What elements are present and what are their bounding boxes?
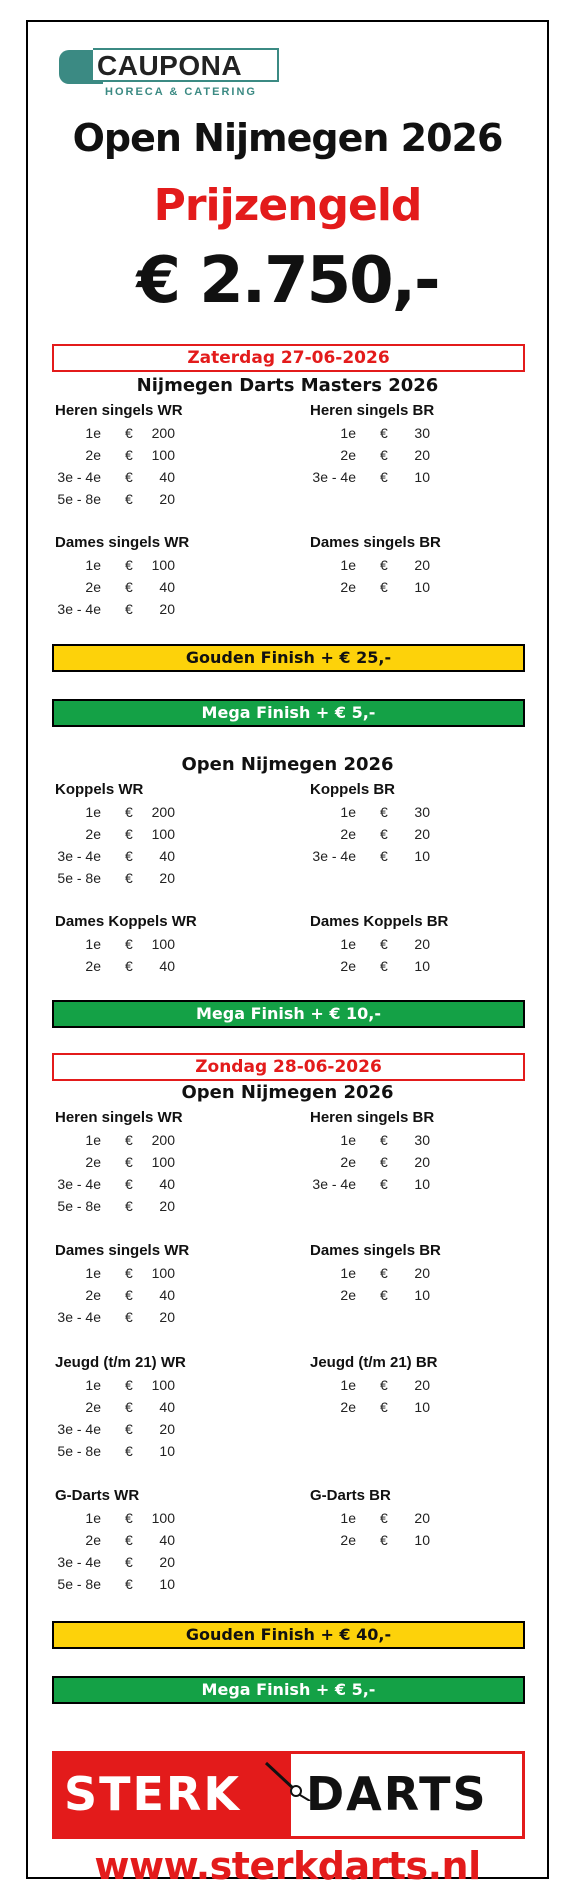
prize-row	[55, 422, 275, 444]
prize-row	[310, 1529, 530, 1551]
mega-finish-banner: Mega Finish + € 5,-	[52, 699, 525, 727]
prize-row	[55, 1306, 275, 1328]
place-label: 2e	[85, 447, 101, 463]
euro-sign: €	[125, 1309, 133, 1325]
place-label: 3e - 4e	[57, 848, 101, 864]
euro-sign: €	[125, 579, 133, 595]
category-title: Koppels WR	[55, 781, 144, 798]
prize-row	[55, 466, 275, 488]
prize-amount: 40	[159, 958, 175, 974]
euro-sign: €	[380, 1265, 388, 1281]
prize-row	[310, 422, 530, 444]
prize-amount: 200	[151, 425, 175, 441]
darts-text: DARTS	[306, 1767, 488, 1821]
euro-sign: €	[380, 447, 388, 463]
prize-amount: 30	[414, 804, 430, 820]
place-label: 1e	[85, 1377, 101, 1393]
prize-amount: 100	[151, 447, 175, 463]
place-label: 1e	[340, 936, 356, 952]
euro-sign: €	[380, 1176, 388, 1192]
prize-row	[310, 444, 530, 466]
category-title: Jeugd (t/m 21) WR	[55, 1354, 186, 1371]
prize-row	[55, 1129, 275, 1151]
euro-sign: €	[125, 447, 133, 463]
place-label: 1e	[85, 1132, 101, 1148]
euro-sign: €	[380, 1510, 388, 1526]
prize-amount: 20	[159, 1421, 175, 1437]
prize-amount: 20	[414, 447, 430, 463]
category-title: Heren singels BR	[310, 1109, 435, 1126]
euro-sign: €	[380, 579, 388, 595]
prize-block	[55, 532, 275, 620]
place-label: 5e - 8e	[57, 870, 101, 886]
euro-sign: €	[125, 848, 133, 864]
euro-sign: €	[125, 1132, 133, 1148]
prize-row	[55, 1396, 275, 1418]
prize-row	[55, 444, 275, 466]
prize-row	[55, 845, 275, 867]
place-label: 3e - 4e	[57, 1309, 101, 1325]
prize-amount: 100	[151, 1154, 175, 1170]
prize-amount: 20	[414, 1154, 430, 1170]
total-prize: € 2.750,-	[136, 244, 439, 318]
prize-row	[55, 1551, 275, 1573]
place-label: 1e	[85, 1265, 101, 1281]
prize-row	[55, 955, 275, 977]
euro-sign: €	[125, 425, 133, 441]
place-label: 1e	[340, 804, 356, 820]
prize-amount: 100	[151, 557, 175, 573]
euro-sign: €	[380, 1132, 388, 1148]
prize-row	[55, 1374, 275, 1396]
prize-row	[310, 1129, 530, 1151]
euro-sign: €	[125, 1154, 133, 1170]
euro-sign: €	[125, 469, 133, 485]
prize-amount: 10	[414, 469, 430, 485]
prize-amount: 20	[414, 1265, 430, 1281]
prize-block	[55, 1352, 275, 1462]
prize-block	[310, 1240, 530, 1306]
prize-row	[55, 598, 275, 620]
place-label: 2e	[85, 1399, 101, 1415]
prize-block	[55, 911, 275, 977]
euro-sign: €	[125, 1265, 133, 1281]
prize-row	[55, 1440, 275, 1462]
prize-row	[55, 1418, 275, 1440]
prize-row	[55, 1529, 275, 1551]
euro-sign: €	[125, 826, 133, 842]
day-banner-saturday: Zaterdag 27-06-2026	[52, 344, 525, 372]
prize-amount: 10	[414, 1287, 430, 1303]
place-label: 1e	[340, 425, 356, 441]
prize-row	[310, 466, 530, 488]
prize-amount: 10	[414, 1399, 430, 1415]
place-label: 5e - 8e	[57, 1443, 101, 1459]
prize-row	[310, 1396, 530, 1418]
prize-amount: 40	[159, 1399, 175, 1415]
place-label: 3e - 4e	[312, 469, 356, 485]
euro-sign: €	[380, 826, 388, 842]
prize-amount: 10	[414, 1176, 430, 1192]
prize-row	[310, 955, 530, 977]
euro-sign: €	[125, 557, 133, 573]
prize-amount: 20	[414, 936, 430, 952]
prize-amount: 10	[159, 1443, 175, 1459]
place-label: 1e	[340, 1377, 356, 1393]
place-label: 2e	[85, 1154, 101, 1170]
prize-row	[55, 867, 275, 889]
place-label: 2e	[340, 447, 356, 463]
prize-amount: 10	[414, 848, 430, 864]
sterkdarts-logo	[52, 1751, 525, 1839]
prize-heading: Prijzengeld	[153, 180, 422, 231]
prize-row	[310, 1374, 530, 1396]
category-title: Dames singels BR	[310, 1242, 441, 1259]
category-title: G-Darts WR	[55, 1487, 140, 1504]
place-label: 2e	[340, 1532, 356, 1548]
prize-row	[55, 1507, 275, 1529]
prize-amount: 20	[414, 1510, 430, 1526]
prize-row	[310, 576, 530, 598]
prize-amount: 10	[159, 1576, 175, 1592]
flyer	[26, 20, 549, 1888]
prize-amount: 100	[151, 1265, 175, 1281]
euro-sign: €	[380, 1287, 388, 1303]
place-label: 1e	[340, 1132, 356, 1148]
place-label: 1e	[85, 557, 101, 573]
place-label: 1e	[85, 1510, 101, 1526]
prize-amount: 20	[159, 870, 175, 886]
prize-row	[55, 1284, 275, 1306]
euro-sign: €	[125, 1287, 133, 1303]
prize-amount: 10	[414, 579, 430, 595]
euro-sign: €	[125, 1554, 133, 1570]
dart-icon	[264, 1761, 324, 1801]
place-label: 3e - 4e	[57, 1176, 101, 1192]
euro-sign: €	[380, 1399, 388, 1415]
euro-sign: €	[125, 1176, 133, 1192]
prize-amount: 40	[159, 469, 175, 485]
prize-block	[55, 400, 275, 510]
place-label: 2e	[340, 1287, 356, 1303]
euro-sign: €	[125, 958, 133, 974]
prize-row	[310, 933, 530, 955]
prize-row	[310, 801, 530, 823]
place-label: 1e	[340, 1265, 356, 1281]
prize-amount: 200	[151, 1132, 175, 1148]
prize-block	[55, 779, 275, 889]
prize-amount: 100	[151, 936, 175, 952]
place-label: 5e - 8e	[57, 1198, 101, 1214]
place-label: 2e	[85, 1287, 101, 1303]
caupona-logo	[59, 50, 279, 102]
mega-finish-banner: Mega Finish + € 5,-	[52, 1676, 525, 1704]
prize-amount: 40	[159, 1287, 175, 1303]
prize-amount: 20	[159, 601, 175, 617]
place-label: 2e	[85, 826, 101, 842]
category-title: G-Darts BR	[310, 1487, 391, 1504]
euro-sign: €	[380, 1532, 388, 1548]
prize-row	[55, 933, 275, 955]
category-title: Dames Koppels WR	[55, 913, 197, 930]
prize-block	[310, 532, 530, 598]
place-label: 2e	[85, 579, 101, 595]
euro-sign: €	[380, 958, 388, 974]
section-title-masters: Nijmegen Darts Masters 2026	[136, 375, 439, 396]
prize-amount: 20	[414, 557, 430, 573]
prize-row	[55, 488, 275, 510]
logo-name: CAUPONA	[93, 48, 279, 82]
place-label: 2e	[340, 826, 356, 842]
place-label: 5e - 8e	[57, 491, 101, 507]
prize-block	[310, 1352, 530, 1418]
prize-row	[55, 1173, 275, 1195]
euro-sign: €	[125, 936, 133, 952]
euro-sign: €	[380, 425, 388, 441]
prize-block	[55, 1485, 275, 1595]
euro-sign: €	[125, 1198, 133, 1214]
place-label: 3e - 4e	[57, 469, 101, 485]
euro-sign: €	[125, 601, 133, 617]
sterk-text: STERK	[64, 1767, 241, 1821]
prize-amount: 200	[151, 804, 175, 820]
place-label: 3e - 4e	[57, 1554, 101, 1570]
prize-row	[310, 1507, 530, 1529]
place-label: 5e - 8e	[57, 1576, 101, 1592]
place-label: 1e	[85, 804, 101, 820]
prize-row	[55, 1573, 275, 1595]
prize-amount: 100	[151, 1510, 175, 1526]
category-title: Heren singels BR	[310, 402, 435, 419]
prize-row	[55, 1262, 275, 1284]
category-title: Heren singels WR	[55, 402, 183, 419]
sponsor-url: www.sterkdarts.nl	[94, 1844, 481, 1888]
place-label: 3e - 4e	[57, 601, 101, 617]
place-label: 2e	[340, 1399, 356, 1415]
category-title: Dames singels BR	[310, 534, 441, 551]
prize-amount: 10	[414, 1532, 430, 1548]
place-label: 2e	[340, 958, 356, 974]
prize-row	[310, 1151, 530, 1173]
prize-amount: 40	[159, 1176, 175, 1192]
place-label: 1e	[340, 557, 356, 573]
prize-row	[310, 823, 530, 845]
euro-sign: €	[380, 469, 388, 485]
mega-finish-banner: Mega Finish + € 10,-	[52, 1000, 525, 1028]
prize-amount: 40	[159, 848, 175, 864]
category-title: Dames singels WR	[55, 1242, 190, 1259]
place-label: 2e	[85, 958, 101, 974]
prize-row	[55, 1195, 275, 1217]
place-label: 1e	[85, 936, 101, 952]
euro-sign: €	[125, 1576, 133, 1592]
euro-sign: €	[125, 1399, 133, 1415]
euro-sign: €	[125, 1377, 133, 1393]
gouden-finish-banner: Gouden Finish + € 25,-	[52, 644, 525, 672]
prize-block	[55, 1107, 275, 1217]
category-title: Heren singels WR	[55, 1109, 183, 1126]
place-label: 2e	[85, 1532, 101, 1548]
euro-sign: €	[125, 1443, 133, 1459]
prize-amount: 30	[414, 1132, 430, 1148]
place-label: 1e	[340, 1510, 356, 1526]
prize-row	[310, 845, 530, 867]
section-title-koppels: Open Nijmegen 2026	[181, 754, 394, 775]
category-title: Koppels BR	[310, 781, 396, 798]
prize-row	[55, 801, 275, 823]
prize-row	[55, 1151, 275, 1173]
place-label: 2e	[340, 1154, 356, 1170]
prize-amount: 100	[151, 826, 175, 842]
euro-sign: €	[380, 1377, 388, 1393]
prize-block	[310, 911, 530, 977]
category-title: Dames singels WR	[55, 534, 190, 551]
prize-row	[55, 554, 275, 576]
prize-row	[310, 554, 530, 576]
euro-sign: €	[380, 936, 388, 952]
euro-sign: €	[380, 848, 388, 864]
place-label: 2e	[340, 579, 356, 595]
category-title: Jeugd (t/m 21) BR	[310, 1354, 438, 1371]
euro-sign: €	[380, 804, 388, 820]
prize-row	[55, 823, 275, 845]
prize-block	[310, 400, 530, 488]
euro-sign: €	[125, 870, 133, 886]
prize-row	[55, 576, 275, 598]
prize-amount: 20	[159, 1198, 175, 1214]
euro-sign: €	[380, 1154, 388, 1170]
prize-block	[310, 1107, 530, 1195]
prize-amount: 40	[159, 579, 175, 595]
day-banner-sunday: Zondag 28-06-2026	[52, 1053, 525, 1081]
logo-subtitle: HORECA & CATERING	[105, 86, 257, 98]
prize-amount: 20	[159, 1309, 175, 1325]
euro-sign: €	[125, 491, 133, 507]
euro-sign: €	[125, 804, 133, 820]
place-label: 3e - 4e	[57, 1421, 101, 1437]
gouden-finish-banner: Gouden Finish + € 40,-	[52, 1621, 525, 1649]
prize-row	[310, 1262, 530, 1284]
euro-sign: €	[380, 557, 388, 573]
euro-sign: €	[125, 1532, 133, 1548]
place-label: 3e - 4e	[312, 1176, 356, 1192]
category-title: Dames Koppels BR	[310, 913, 449, 930]
prize-row	[310, 1284, 530, 1306]
prize-row	[310, 1173, 530, 1195]
prize-amount: 30	[414, 425, 430, 441]
prize-amount: 20	[159, 1554, 175, 1570]
prize-amount: 40	[159, 1532, 175, 1548]
prize-amount: 20	[414, 826, 430, 842]
event-title: Open Nijmegen 2026	[72, 116, 503, 160]
euro-sign: €	[125, 1421, 133, 1437]
section-title-sunday: Open Nijmegen 2026	[181, 1082, 394, 1103]
prize-amount: 20	[414, 1377, 430, 1393]
prize-amount: 100	[151, 1377, 175, 1393]
euro-sign: €	[125, 1510, 133, 1526]
prize-block	[310, 779, 530, 867]
prize-amount: 20	[159, 491, 175, 507]
place-label: 1e	[85, 425, 101, 441]
prize-block	[55, 1240, 275, 1328]
place-label: 3e - 4e	[312, 848, 356, 864]
prize-amount: 10	[414, 958, 430, 974]
prize-block	[310, 1485, 530, 1551]
